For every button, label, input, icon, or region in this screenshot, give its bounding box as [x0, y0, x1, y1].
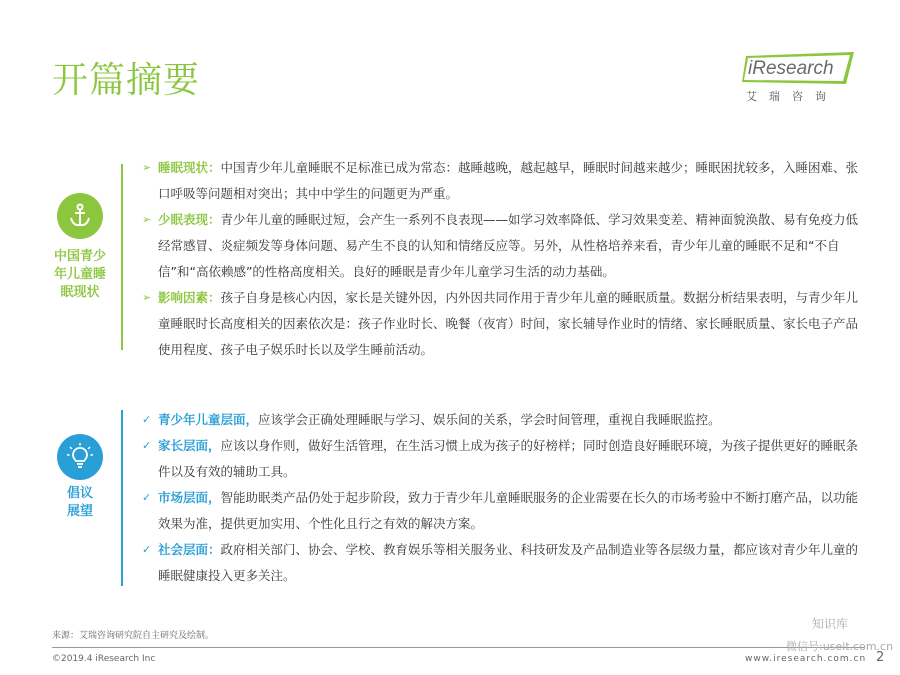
list-item: ➢ 睡眠现状：中国青少年儿童睡眠不足标准已成为常态：越睡越晚，越起越早，睡眠时间越来越少；睡眠困扰较多，入睡困难、张口呼吸等问题相对突出；其中中学生的问题更为严重。 — [140, 155, 860, 207]
arrow-bullet-icon: ➢ — [142, 213, 152, 226]
section1-divider — [121, 164, 123, 350]
list-item: ✓ 市场层面，智能助眠类产品仍处于起步阶段，致力于青少年儿童睡眠服务的企业需要在长久的市场考验中不断打磨产品，以功能效果为准，提供更加实用、个性化且行之有效的解决方案。 — [140, 485, 860, 537]
section1-list — [140, 155, 860, 363]
check-bullet-icon: ✓ — [142, 491, 152, 504]
check-bullet-icon: ✓ — [142, 543, 152, 556]
watermark: 知识库 — [812, 617, 849, 631]
section2-divider — [121, 410, 123, 586]
anchor-icon — [57, 193, 103, 239]
check-bullet-icon: ✓ — [142, 413, 152, 426]
section1-label: 中国青少年儿童睡眠现状 — [53, 249, 106, 300]
logo-subtitle: 艾瑞咨询 — [746, 90, 838, 103]
copyright: ©2019.4 iResearch Inc — [52, 654, 156, 664]
watermark-subtitle: 微信号:useit.com.cn — [786, 640, 894, 653]
list-item: ➢ 影响因素：孩子自身是核心内因，家长是关键外因，内外因共同作用于青少年儿童的睡眠质量。数据分析结果表明，与青少年儿童睡眠时长高度相关的因素依次是：孩子作业时长、晚餐（夜宵）时间，家长辅导作业时的情绪、家长睡眠质量、家长电子产品使用程度、孩子电子娱乐时长以及学生睡前活动。 — [140, 285, 860, 363]
list-item: ✓ 社会层面：政府相关部门、协会、学校、教育娱乐等相关服务业、科技研发及产品制造业等各层级力量，都应该对青少年儿童的睡眠健康投入更多关注。 — [140, 537, 860, 589]
iresearch-logo — [742, 52, 860, 102]
source-note: 来源：艾瑞咨询研究院自主研究及绘制。 — [52, 631, 215, 641]
logo-text: iResearch — [748, 58, 834, 79]
check-bullet-icon: ✓ — [142, 439, 152, 452]
lightbulb-icon — [57, 434, 103, 480]
list-item: ✓ 家长层面，应该以身作则，做好生活管理，在生活习惯上成为孩子的好榜样；同时创造良好睡眠环境，为孩子提供更好的睡眠条件以及有效的辅助工具。 — [140, 433, 860, 485]
list-item: ➢ 少眠表现：青少年儿童的睡眠过短，会产生一系列不良表现——如学习效率降低、学习效果变差、精神面貌涣散、易有免疫力低经常感冒、炎症频发等身体问题、易产生不良的认知和情绪反应等。另外，从性格培养来看，青少年儿童的睡眠不足和“不自信”和“高依赖感”的性格高度相关。良好的睡眠是青少年儿童学习生活的动力基础。 — [140, 207, 860, 285]
section2-label: 倡议展望 — [66, 486, 93, 519]
footer-divider — [52, 647, 864, 648]
page-number: 2 — [876, 650, 885, 665]
arrow-bullet-icon: ➢ — [142, 291, 152, 304]
section2-list — [140, 407, 860, 589]
arrow-bullet-icon: ➢ — [142, 161, 152, 174]
page-title: 开篇摘要 — [52, 60, 201, 101]
list-item: ✓ 青少年儿童层面，应该学会正确处理睡眠与学习、娱乐间的关系，学会时间管理，重视自我睡眠监控。 — [140, 407, 860, 433]
website-link[interactable]: www.iresearch.com.cn — [745, 654, 867, 664]
